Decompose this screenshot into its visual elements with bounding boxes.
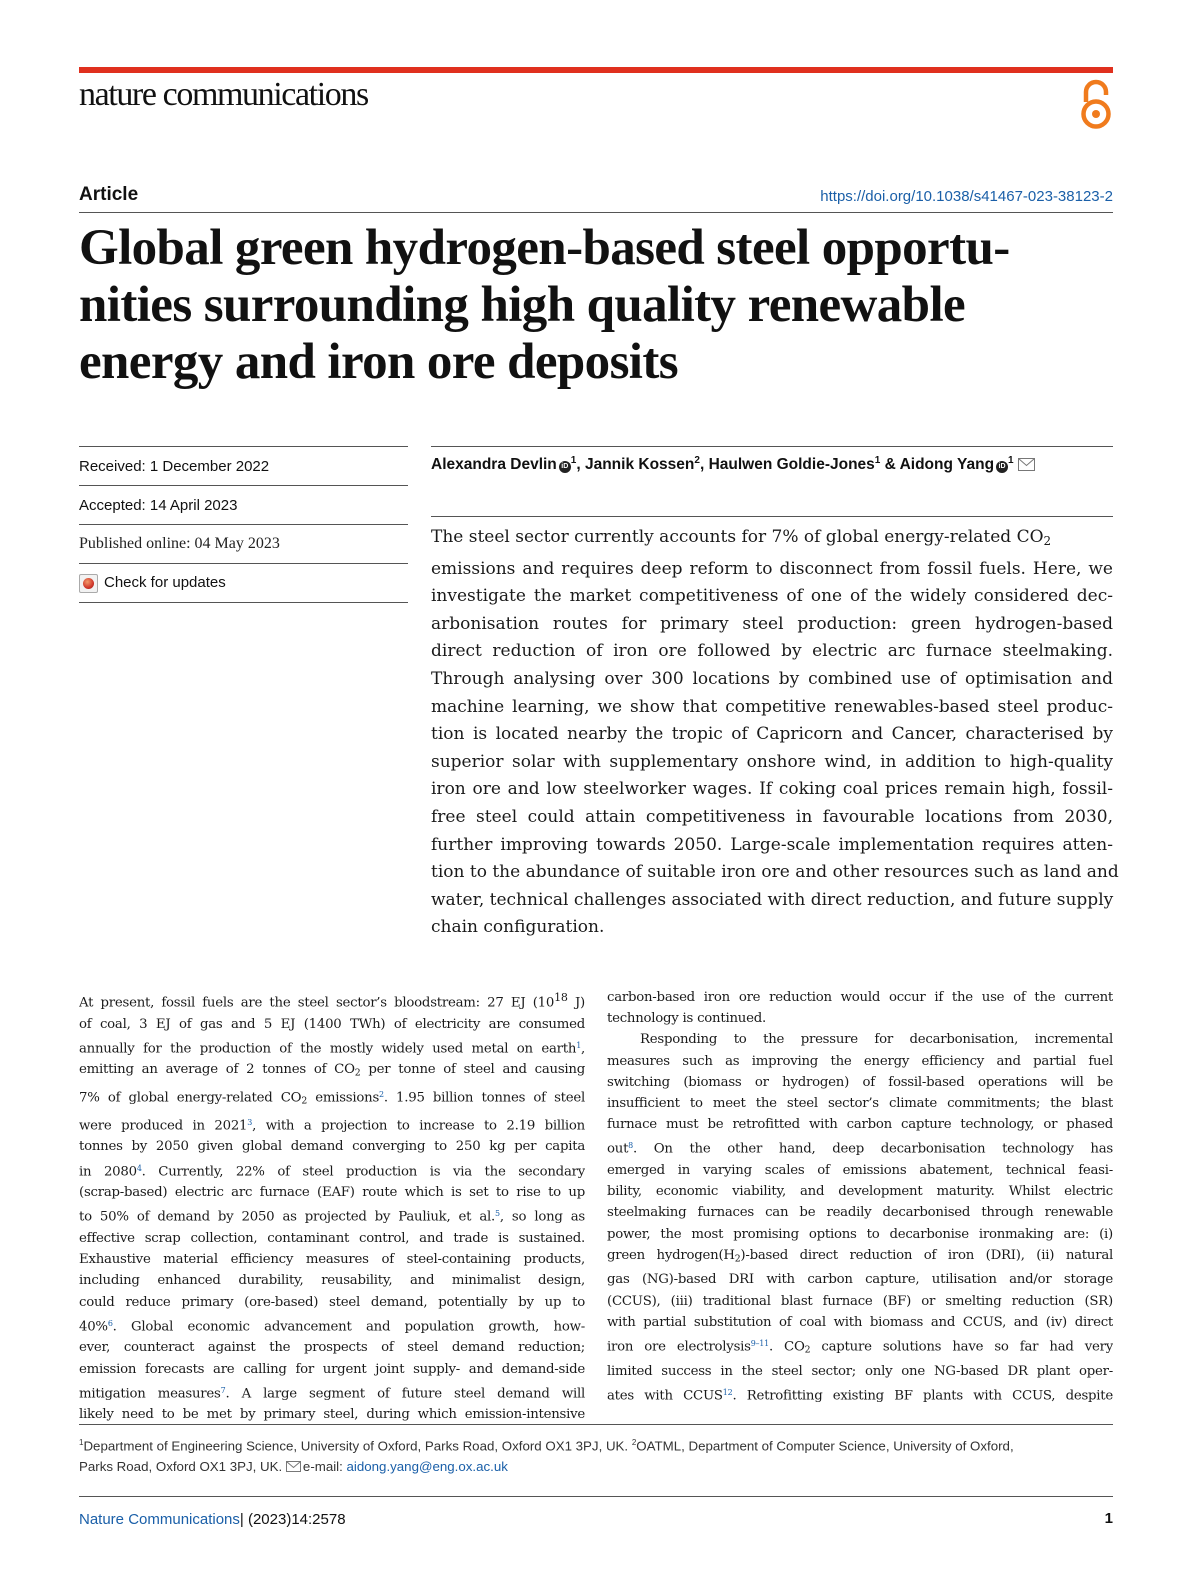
body-line: limited success in the steel sector; only one NG-based DR plant oper- xyxy=(607,1363,1113,1379)
corresponding-email-link[interactable]: aidong.yang@eng.ox.ac.uk xyxy=(346,1459,508,1475)
author-affiliation: 2 xyxy=(694,455,700,466)
article-title xyxy=(79,220,1119,391)
body-line: out$^8$. On the other hand, deep decarbonisation technology has xyxy=(607,1141,1113,1157)
abstract-line: tion to the abundance of suitable iron ore and other resources such as land and xyxy=(431,862,1119,883)
abstract-line: chain configuration. xyxy=(431,917,605,938)
abstract-line: direct reduction of iron ore followed by electric arc furnace steelmaking. xyxy=(431,641,1113,662)
body-line: bility, economic viability, and development maturity. Whilst electric xyxy=(607,1184,1113,1200)
body-line: in 2080$^4$. Currently, 22% of steel production is via the secondary xyxy=(79,1163,585,1179)
abstract-line: free steel could attain competitiveness in favourable locations from 2030, xyxy=(431,806,1113,827)
body-line: annually for the production of the mostly widely used metal on earth$^1$, xyxy=(79,1040,585,1057)
author-name[interactable]: Alexandra Devlin xyxy=(431,456,557,474)
body-line: carbon-based iron ore reduction would occur if the use of the current xyxy=(607,990,1113,1005)
body-line: Exhaustive material efficiency measures of steel-containing products, xyxy=(79,1252,585,1268)
body-line: Responding to the pressure for decarbonisation, incremental xyxy=(640,1032,1113,1048)
reference-link[interactable]: 6 xyxy=(107,1318,113,1328)
footer-volume: | (2023)14:2578 xyxy=(239,1511,346,1528)
affiliations-footnote xyxy=(79,1432,1113,1477)
reference-link[interactable]: 3 xyxy=(247,1117,253,1127)
reference-link[interactable]: 9–11 xyxy=(750,1338,769,1348)
affiliation-line: Parks Road, Oxford OX1 3PJ, UK. e-mail: aidong.yang@eng.ox.ac.uk xyxy=(79,1459,508,1475)
body-line: power, the most promising options to decarbonise ironmaking are: (i) xyxy=(607,1226,1113,1242)
body-line: furnace must be retrofitted with carbon capture technology, or phased xyxy=(607,1117,1113,1133)
title-line: nities surrounding high quality renewable xyxy=(79,277,966,333)
body-line: green $hydrogen(H_2)$-based direct reduction of iron (DRI), (ii) natural xyxy=(607,1247,1113,1265)
body-line: with partial substitution of coal with biomass and CCUS, and (iv) direct xyxy=(607,1314,1113,1330)
footer-rule xyxy=(79,1496,1113,1497)
body-line: including enhanced durability, reusability, and minimalist design, xyxy=(79,1273,585,1289)
author-name[interactable]: Jannik Kossen xyxy=(584,456,695,474)
author-separator: , xyxy=(699,456,709,474)
abstract-line: investigate the market competitiveness of one of the widely considered dec- xyxy=(431,586,1113,607)
body-line: tonnes by 2050 given global demand converging to 250 kg per capita xyxy=(79,1139,585,1155)
header-rule xyxy=(79,212,1113,213)
body-line: technology is continued. xyxy=(607,1011,766,1027)
body-line: At present, fossil fuels are the steel sector’s bloodstream: 27 EJ ($10^{18}$ J) xyxy=(79,991,585,1011)
published-date: Published online: 04 May 2023 xyxy=(79,524,408,563)
abstract-line: Through analysing over 300 locations by combined use of optimisation and xyxy=(431,668,1113,689)
body-line: were produced in 2021$^3$, with a projection to increase to 2.19 billion xyxy=(79,1117,585,1134)
received-date: Received: 1 December 2022 xyxy=(79,446,408,485)
open-access-icon xyxy=(1078,78,1114,130)
body-line: to 50% of demand by 2050 as projected by Pauliuk, et al.$^5$, so long as xyxy=(79,1209,585,1225)
author-list xyxy=(431,455,1035,474)
body-line: 40%$^6$. Global economic advancement and population growth, how- xyxy=(79,1318,585,1335)
body-line: mitigation measures$^7$. A large segment of future steel demand will xyxy=(79,1385,585,1402)
body-line: ever, counteract against the prospects of steel demand reduction; xyxy=(79,1340,585,1356)
author-name[interactable]: Aidong Yang xyxy=(899,456,995,474)
reference-link[interactable]: 4 xyxy=(136,1163,142,1173)
body-line: steelmaking furnaces can be readily decarbonised through renewable xyxy=(607,1205,1113,1221)
body-line: measures such as improving the energy efficiency and partial fuel xyxy=(607,1053,1113,1069)
reference-link[interactable]: 8 xyxy=(628,1141,633,1151)
author-affiliation: 1 xyxy=(570,455,577,466)
email-icon xyxy=(286,1461,301,1472)
footer-citation xyxy=(79,1511,346,1528)
reference-link[interactable]: 2 xyxy=(379,1089,384,1099)
abstract-line: arbonisation routes for primary steel production: green hydrogen-based xyxy=(431,613,1113,634)
journal-name: nature communications xyxy=(79,76,368,113)
body-column-right xyxy=(607,987,1113,1407)
accepted-date: Accepted: 14 April 2023 xyxy=(79,485,408,524)
abstract-line: further improving towards 2050. Large-scale implementation requires atten- xyxy=(431,834,1113,855)
check-updates-button[interactable] xyxy=(79,563,408,603)
body-line: emitting an average of 2 tonnes of $CO_2$ per tonne of steel and causing xyxy=(79,1062,585,1079)
body-line: (CCUS), (iii) traditional blast furnace (BF) or smelting reduction (SR) xyxy=(607,1293,1113,1309)
header-accent-bar xyxy=(79,67,1113,73)
body-line: iron ore electrolysis$^{9-11}$. $CO_2$ capture solutions have so far had very xyxy=(607,1338,1113,1356)
reference-link[interactable]: 12 xyxy=(722,1388,733,1398)
author-name[interactable]: Haulwen Goldie-Jones xyxy=(708,456,875,474)
affiliation-line: $^1$Department of Engineering Science, University of Oxford, Parks Road, Oxford OX1 3PJ, UK. $^2$OATML, Department of Computer Science, University of Oxford, xyxy=(79,1438,1014,1454)
page-number: 1 xyxy=(1104,1510,1113,1527)
orcid-icon[interactable]: iD xyxy=(996,461,1008,473)
abstract xyxy=(431,524,1119,942)
footnote-rule xyxy=(79,1424,1113,1425)
abstract-line: superior solar with supplementary onshore wind, in addition to high-quality xyxy=(431,751,1113,772)
abstract-line: water, technical challenges associated with direct reduction, and future supply xyxy=(431,889,1114,910)
body-line: emission forecasts are calling for urgent joint supply- and demand-side xyxy=(79,1361,585,1377)
abstract-line: The steel sector currently accounts for 7% of global energy-related $CO_2$ xyxy=(431,527,1052,548)
author-affiliation: 1 xyxy=(874,455,881,466)
abstract-line: iron ore and low steelworker wages. If coking coal prices remain high, fossil- xyxy=(431,779,1113,800)
body-line: of coal, 3 EJ of gas and 5 EJ (1400 TWh) of electricity are consumed xyxy=(79,1016,585,1032)
body-line: likely need to be met by primary steel, during which emission-intensive xyxy=(79,1407,585,1423)
body-column-left xyxy=(79,987,585,1426)
body-line: 7% of global energy-related $CO_2$ emissions$^2$. 1.95 billion tonnes of steel xyxy=(79,1089,585,1107)
body-line: switching (biomass or hydrogen) of fossil-based operations will be xyxy=(607,1074,1113,1090)
footer-journal-link[interactable]: Nature Communications xyxy=(79,1511,240,1528)
author-affiliation: 1 xyxy=(1008,455,1014,466)
body-line: (scrap-based) electric arc furnace (EAF) route which is set to rise to up xyxy=(79,1185,585,1201)
abstract-line: machine learning, we show that competitive renewables-based steel produc- xyxy=(431,696,1113,717)
author-separator: & xyxy=(880,456,900,474)
article-history xyxy=(79,446,408,603)
body-line: effective scrap collection, contaminant control, and trade is sustained. xyxy=(79,1230,585,1246)
reference-link[interactable]: 5 xyxy=(495,1209,500,1219)
body-line: insufficient to meet the steel sector’s climate commitments; the blast xyxy=(607,1096,1113,1112)
title-line: Global green hydrogen-based steel opportu- xyxy=(79,220,1010,276)
abstract-line: tion is located nearby the tropic of Capricorn and Cancer, characterised by xyxy=(431,724,1113,745)
abstract-line: emissions and requires deep reform to disconnect from fossil fuels. Here, we xyxy=(431,558,1113,579)
email-icon[interactable] xyxy=(1018,458,1035,471)
title-line: energy and iron ore deposits xyxy=(79,334,679,390)
doi-link[interactable]: https://doi.org/10.1038/s41467-023-38123-2 xyxy=(820,188,1113,205)
check-updates-label: Check for updates xyxy=(104,574,226,591)
body-line: gas (NG)-based DRI with carbon capture, utilisation and/or storage xyxy=(607,1272,1113,1288)
authors-rule xyxy=(431,446,1113,447)
reference-link[interactable]: 7 xyxy=(220,1385,226,1395)
article-type: Article xyxy=(79,184,139,205)
orcid-icon[interactable]: iD xyxy=(559,461,571,473)
abstract-rule xyxy=(431,516,1113,517)
reference-link[interactable]: 1 xyxy=(576,1040,582,1050)
check-updates-icon xyxy=(79,574,98,593)
author-separator: , xyxy=(576,456,585,474)
body-line: ates with CCUS$^{12}$. Retrofitting existing BF plants with CCUS, despite xyxy=(607,1388,1113,1404)
body-line: emerged in varying scales of emissions abatement, technical feasi- xyxy=(607,1163,1113,1178)
body-line: could reduce primary (ore-based) steel demand, potentially by up to xyxy=(79,1294,585,1310)
